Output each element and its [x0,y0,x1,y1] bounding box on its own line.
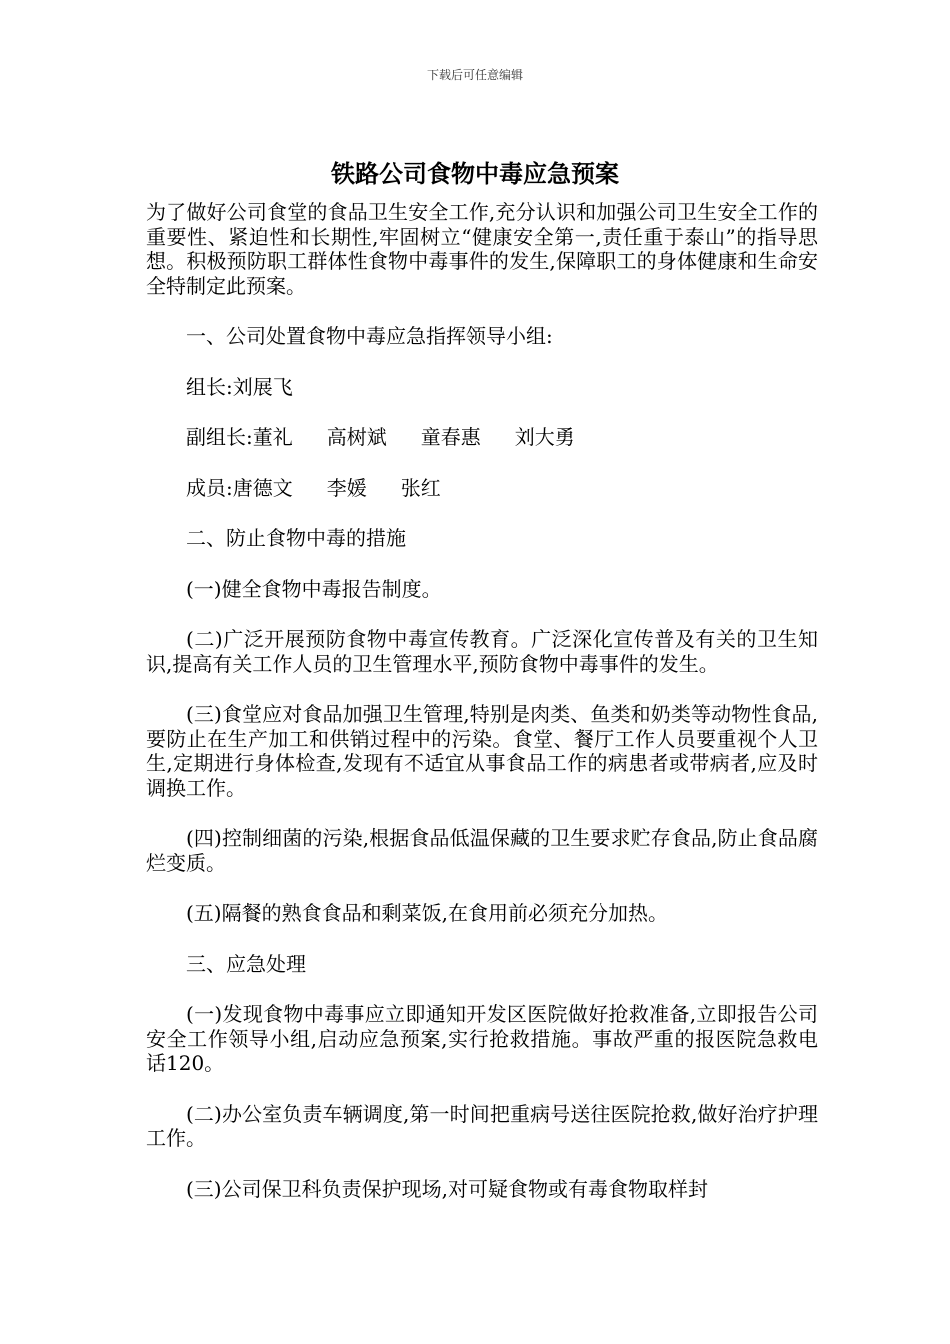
measure-3: (三)食堂应对食品加强卫生管理,特别是肉类、鱼类和奶类等动物性食品,要防止在生产加工和供销过程中的污染。食堂、餐厅工作人员要重视个人卫生,定期进行身体检查,发现有不适宜从事食品工作的病患者或带病者,应及时调换工作。 [146,702,818,800]
deputy-leaders [146,425,818,450]
deputy-name: 童春惠 [420,425,481,449]
member-name: 李媛 [326,475,367,500]
deputy-name: 高树斌 [326,425,387,449]
response-1: (一)发现食物中毒事应立即通知开发区医院做好抢救准备,立即报告公司安全工作领导小组,启动应急预案,实行抢救措施。事故严重的报医院急救电话120。 [146,1002,818,1075]
intro-paragraph: 为了做好公司食堂的食品卫生安全工作,充分认识和加强公司卫生安全工作的重要性、紧迫性和长期性,牢固树立“健康安全第一,责任重于泰山”的指导思想。积极预防职工群体性食物中毒事件的发生,保障职工的身体健康和生命安全特制定此预案。 [146,200,818,298]
measure-5: (五)隔餐的熟食食品和剩菜饭,在食用前必须充分加热。 [186,901,668,925]
section-heading-3: 三、应急处理 [186,951,306,976]
team-leader: 组长:刘展飞 [186,374,293,399]
deputy-label: 副组长:董礼 [186,425,293,449]
response-2: (二)办公室负责车辆调度,第一时间把重病号送往医院抢救,做好治疗护理工作。 [146,1101,818,1150]
measure-4: (四)控制细菌的污染,根据食品低温保藏的卫生要求贮存食品,防止食品腐烂变质。 [146,826,818,875]
document-body [146,200,818,1201]
measure-1: (一)健全食物中毒报告制度。 [186,576,442,601]
section-heading-2: 二、防止食物中毒的措施 [186,526,406,550]
members-label: 成员:唐德文 [186,475,293,500]
member-name: 张红 [400,475,441,500]
section-heading-1: 一、公司处置食物中毒应急指挥领导小组: [186,324,553,348]
response-3: (三)公司保卫科负责保护现场,对可疑食物或有毒食物取样封 [186,1176,708,1201]
document-title: 铁路公司食物中毒应急预案 [331,160,619,188]
deputy-name: 刘大勇 [514,425,575,449]
team-members [146,476,818,501]
measure-2: (二)广泛开展预防食物中毒宣传教育。广泛深化宣传普及有关的卫生知识,提高有关工作人员的卫生管理水平,预防食物中毒事件的发生。 [146,627,818,676]
header-note: 下载后可任意编辑 [426,68,523,82]
